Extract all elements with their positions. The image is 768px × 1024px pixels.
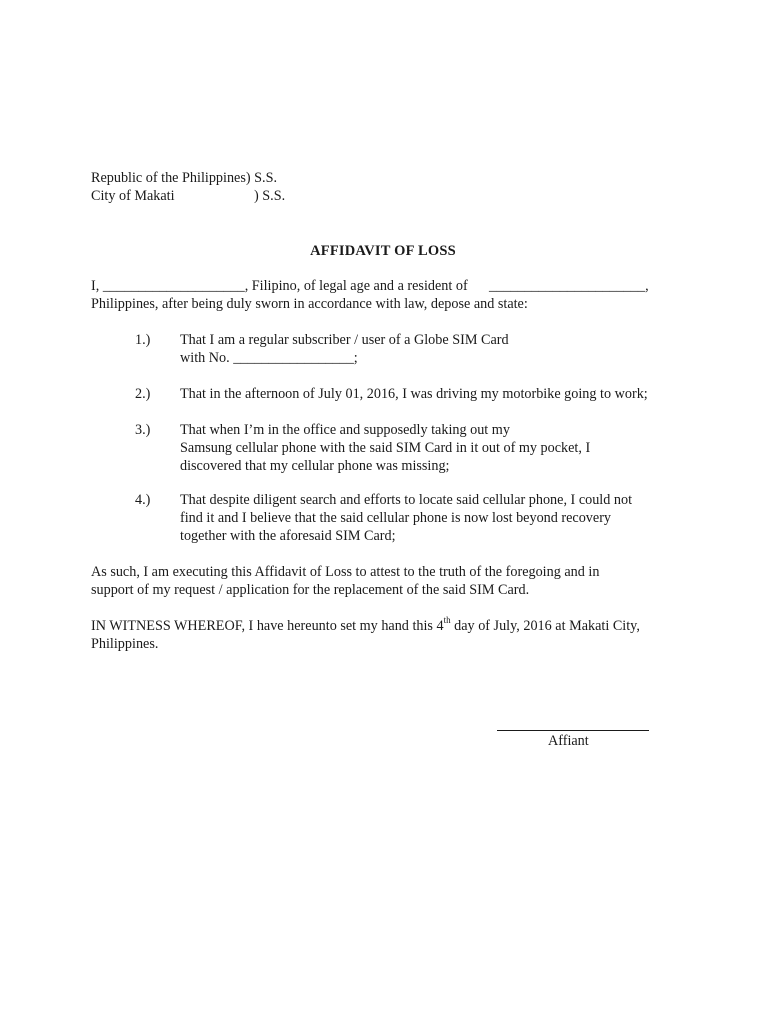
venue-city-ss: ) S.S. <box>254 188 286 204</box>
item-number: 4.) <box>135 492 151 508</box>
intro-line-2: Philippines, after being duly sworn in accordance with law, depose and state: <box>91 296 528 312</box>
item-line: That in the afternoon of July 01, 2016, I was driving my motorbike going to work; <box>180 386 648 402</box>
item-line: Samsung cellular phone with the said SIM Card in it out of my pocket, I <box>180 440 591 456</box>
intro-residence-blank: ______________________, <box>489 278 649 294</box>
item-number: 3.) <box>135 422 151 438</box>
venue-republic-ss: S.S. <box>254 170 278 186</box>
item-number: 2.) <box>135 386 151 402</box>
item-line: That despite diligent search and efforts to locate said cellular phone, I could not <box>180 492 633 508</box>
witness-text-b: day of July, 2016 at Makati City, <box>450 618 640 634</box>
affiant-label: Affiant <box>548 733 589 749</box>
closing-line-2: support of my request / application for the replacement of the said SIM Card. <box>91 582 530 598</box>
item-line: discovered that my cellular phone was missing; <box>180 458 450 474</box>
witness-text-a: IN WITNESS WHEREOF, I have hereunto set my hand this 4 <box>91 618 444 634</box>
document-title: AFFIDAVIT OF LOSS <box>310 243 456 259</box>
witness-ordinal: th <box>443 615 451 626</box>
closing-line-1: As such, I am executing this Affidavit of Loss to attest to the truth of the foregoing and in <box>91 564 600 580</box>
item-line: That I am a regular subscriber / user of a Globe SIM Card <box>180 332 509 348</box>
venue-republic-label: Republic of the Philippines) <box>91 170 251 186</box>
venue-republic <box>91 169 277 187</box>
venue-city-label: City of Makati <box>91 188 175 204</box>
item-number: 1.) <box>135 332 151 348</box>
signature-line <box>497 730 649 731</box>
item-line: That when I’m in the office and supposedly taking out my <box>180 422 510 438</box>
witness-line-2: Philippines. <box>91 636 159 652</box>
intro-line-1 <box>91 277 468 295</box>
intro-name-residence: I, ____________________, Filipino, of legal age and a resident of <box>91 278 468 294</box>
item-line: find it and I believe that the said cellular phone is now lost beyond recovery <box>180 510 612 526</box>
witness-line-1 <box>91 617 640 635</box>
item-line: with No. _________________; <box>180 350 358 366</box>
venue-city <box>91 187 291 205</box>
item-line: together with the aforesaid SIM Card; <box>180 528 396 544</box>
